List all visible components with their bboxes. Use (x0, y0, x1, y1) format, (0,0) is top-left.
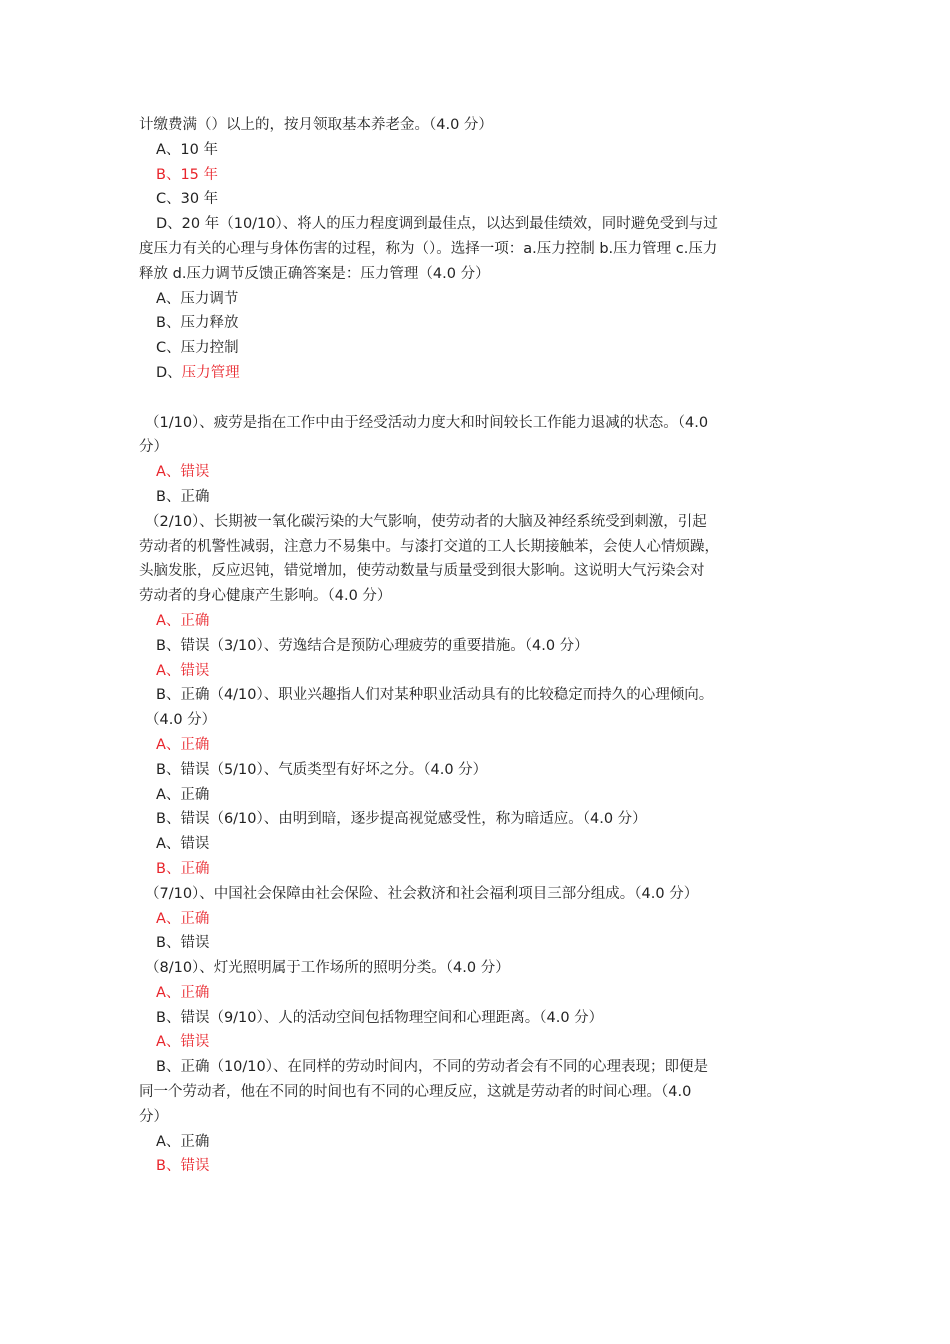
question-text: 分） (139, 1108, 168, 1125)
option-b-and-question: B、正确（4/10）、职业兴趣指人们对某种职业活动具有的比较稳定而持久的心理倾向。 (156, 687, 714, 704)
option-a-answer: A、错误 (156, 662, 210, 679)
option-d-and-question: D、20 年（10/10）、将人的压力程度调到最佳点，以达到最佳绩效，同时避免受到与过 (156, 216, 718, 233)
question-text: （7/10）、中国社会保障由社会保险、社会救济和社会福利项目三部分组成。（4.0 分） (145, 885, 699, 902)
question-text: 头脑发胀，反应迟钝，错觉增加，使劳动数量与质量受到很大影响。这说明大气污染会对 (139, 563, 705, 580)
option-b-and-question: B、错误（3/10）、劳逸结合是预防心理疲劳的重要措施。（4.0 分） (156, 637, 589, 654)
document-body (139, 113, 819, 1179)
option-b-answer: B、正确 (156, 860, 210, 877)
question-text: （4.0 分） (145, 712, 217, 729)
option-b-and-question: B、正确（10/10）、在同样的劳动时间内，不同的劳动者会有不同的心理表现；即便是 (156, 1059, 708, 1076)
question-text: 度压力有关的心理与身体伤害的过程，称为（）。选择一项：a.压力控制 b.压力管理 c.压力 (139, 240, 718, 257)
answer-text: 压力管理 (181, 364, 240, 381)
option-b: B、压力释放 (156, 315, 239, 332)
option-a-answer: A、错误 (156, 1034, 210, 1051)
option-c: C、压力控制 (156, 340, 239, 357)
option-b: B、错误 (156, 935, 210, 952)
option-b-and-question: B、错误（6/10）、由明到暗，逐步提高视觉感受性，称为暗适应。（4.0 分） (156, 811, 647, 828)
option-b-and-question: B、错误（9/10）、人的活动空间包括物理空间和心理距离。（4.0 分） (156, 1009, 604, 1026)
option-letter: D、 (156, 364, 182, 381)
option-a-answer: A、正确 (156, 984, 210, 1001)
question-text: 劳动者的机警性减弱，注意力不易集中。与漆打交道的工人长期接触苯，会使人心情烦躁， (139, 538, 719, 555)
question-text: （1/10）、疲劳是指在工作中由于经受活动力度大和时间较长工作能力退减的状态。（4.0 (145, 414, 709, 431)
question-text: 计缴费满（）以上的，按月领取基本养老金。（4.0 分） (139, 117, 493, 133)
question-text: 分） (139, 439, 168, 456)
option-b-and-question: B、错误（5/10）、气质类型有好坏之分。（4.0 分） (156, 761, 488, 778)
option-b: B、正确 (156, 488, 210, 505)
option-b-answer: B、错误 (156, 1158, 210, 1175)
option-b-answer: B、15 年 (156, 166, 219, 183)
question-text: 释放 d.压力调节反馈正确答案是：压力管理（4.0 分） (139, 265, 490, 282)
question-text: 劳动者的身心健康产生影响。（4.0 分） (139, 588, 392, 605)
question-text: 同一个劳动者，他在不同的时间也有不同的心理反应，这就是劳动者的时间心理。（4.0 (139, 1084, 692, 1101)
option-d-answer (139, 361, 819, 386)
option-a: A、错误 (156, 836, 210, 853)
blank-line (139, 386, 819, 411)
option-a-answer: A、正确 (156, 612, 210, 629)
option-a: A、压力调节 (156, 290, 239, 307)
option-a: A、10 年 (156, 141, 218, 158)
option-c: C、30 年 (156, 191, 219, 208)
option-a-answer: A、正确 (156, 910, 210, 927)
option-a: A、正确 (156, 1133, 210, 1150)
option-a-answer: A、正确 (156, 736, 210, 753)
question-text: （2/10）、长期被一氧化碳污染的大气影响，使劳动者的大脑及神经系统受到刺激，引起 (145, 513, 707, 530)
option-a-answer: A、错误 (156, 464, 210, 481)
question-text: （8/10）、灯光照明属于工作场所的照明分类。（4.0 分） (145, 960, 510, 977)
option-a: A、正确 (156, 786, 210, 803)
